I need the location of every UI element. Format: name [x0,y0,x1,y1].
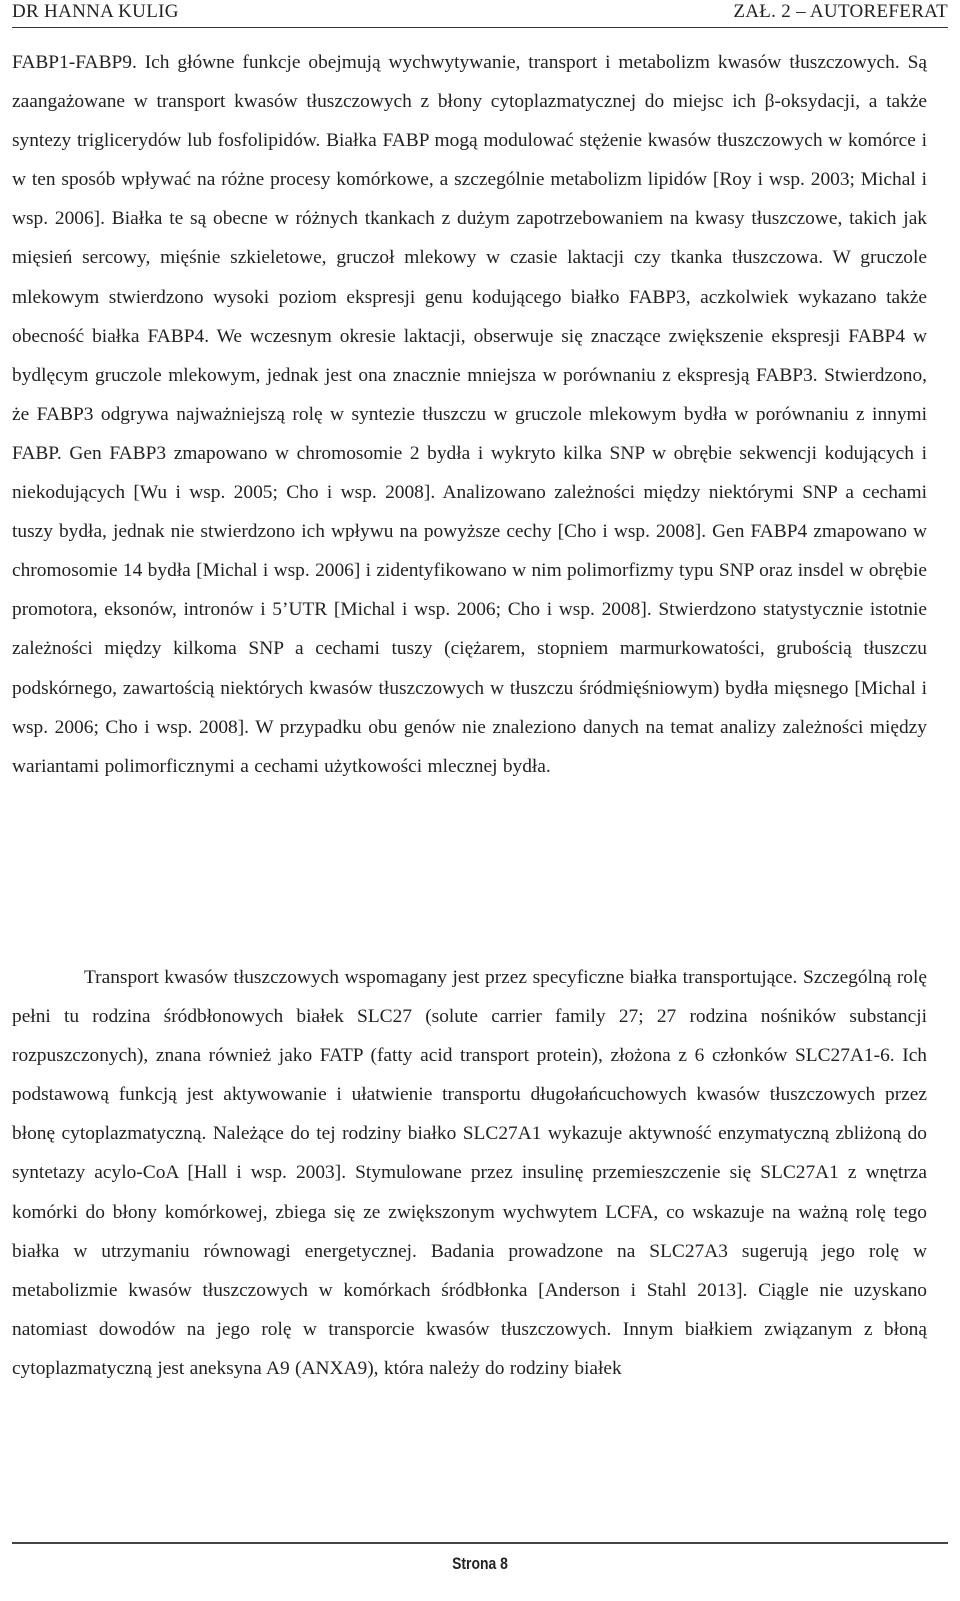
page-header [12,0,948,26]
header-divider [12,27,948,28]
footer-divider [12,1542,948,1544]
author-name: DR HANNA KULIG [12,1,179,22]
document-section-label: ZAŁ. 2 – AUTOREFERAT [733,1,948,22]
body-paragraph-1: FABP1-FABP9. Ich główne funkcje obejmują wychwytywanie, transport i metabolizm kwasów tłuszczowych. Są zaangażowane w transport kwasów tłuszczowych z błony cytoplazmatycznej do miejsc ich β-oksydacji, a także syntezy triglicerydów lub fosfolipidów. Białka FABP mogą modulować stężenie kwasów tłuszczowych w komórce i w ten sposób wpływać na różne procesy komórkowe, a szczególnie metabolizm lipidów [Roy i wsp. 2003; Michal i wsp. 2006]. Białka te są obecne w różnych tkankach z dużym zapotrzebowaniem na kwasy tłuszczowe, takich jak mięsień sercowy, mięśnie szkieletowe, gruczoł mlekowy w czasie laktacji czy tkanka tłuszczowa. W gruczole mlekowym stwierdzono wysoki poziom ekspresji genu kodującego białko FABP3, aczkolwiek wykazano także obecność białka FABP4. We wczesnym okresie laktacji, obserwuje się znaczące zwiększenie ekspresji FABP4 w bydlęcym gruczole mlekowym, jednak jest ona znacznie mniejsza w porównaniu z ekspresją FABP3. Stwierdzono, że FABP3 odgrywa najważniejszą rolę w syntezie tłuszczu w gruczole mlekowym bydła w porównaniu z innymi FABP. Gen FABP3 zmapowano w chromosomie 2 bydła i wykryto kilka SNP w obrębie sekwencji kodujących i niekodujących [Wu i wsp. 2005; Cho i wsp. 2008]. Analizowano zależności między niektórymi SNP a cechami tuszy bydła, jednak nie stwierdzono ich wpływu na powyższe cechy [Cho i wsp. 2008]. Gen FABP4 zmapowano w chromosomie 14 bydła [Michal i wsp. 2006] i zidentyfikowano w nim polimorfizmy typu SNP oraz insdel w obrębie promotora, eksonów, intronów i 5’UTR [Michal i wsp. 2006; Cho i wsp. 2008]. Stwierdzono statystycznie istotnie zależności między kilkoma SNP a cechami tuszy (ciężarem, stopniem marmurkowatości, grubością tłuszczu podskórnego, zawartością niektórych kwasów tłuszczowych w tłuszczu śródmięśniowym) bydła mięsnego [Michal i wsp. 2006; Cho i wsp. 2008]. W przypadku obu genów nie znaleziono danych na temat analizy zależności między wariantami polimorficznymi a cechami użytkowości mlecznej bydła. [12,52,927,777]
page-number: Strona 8 [452,1554,508,1573]
body-paragraph-2: Transport kwasów tłuszczowych wspomagany jest przez specyficzne białka transportujące. Szczególną rolę pełni tu rodzina śródbłonowych białek SLC27 (solute carrier family 27; 27 rodzina nośników substancji rozpuszczonych), znana również jako FATP (fatty acid transport protein), złożona z 6 członków SLC27A1-6. Ich podstawową funkcją jest aktywowanie i ułatwienie transportu długołańcuchowych kwasów tłuszczowych przez błonę cytoplazmatyczną. Należące do tej rodziny białko SLC27A1 wykazuje aktywność enzymatyczną zbliżoną do syntetazy acylo-CoA [Hall i wsp. 2003]. Stymulowane przez insulinę przemieszczenie się SLC27A1 z wnętrza komórki do błony komórkowej, zbiega się ze zwiększonym wychwytem LCFA, co wskazuje na ważną rolę tego białka w utrzymaniu równowagi energetycznej. Badania prowadzone na SLC27A3 sugerują jego rolę w metabolizmie kwasów tłuszczowych w komórkach śródbłonka [Anderson i Stahl 2013]. Ciągle nie uzyskano natomiast dowodów na jego rolę w transporcie kwasów tłuszczowych. Innym białkiem związanym z błoną cytoplazmatyczną jest aneksyna A9 (ANXA9), która należy do rodziny białek [12,967,927,1379]
